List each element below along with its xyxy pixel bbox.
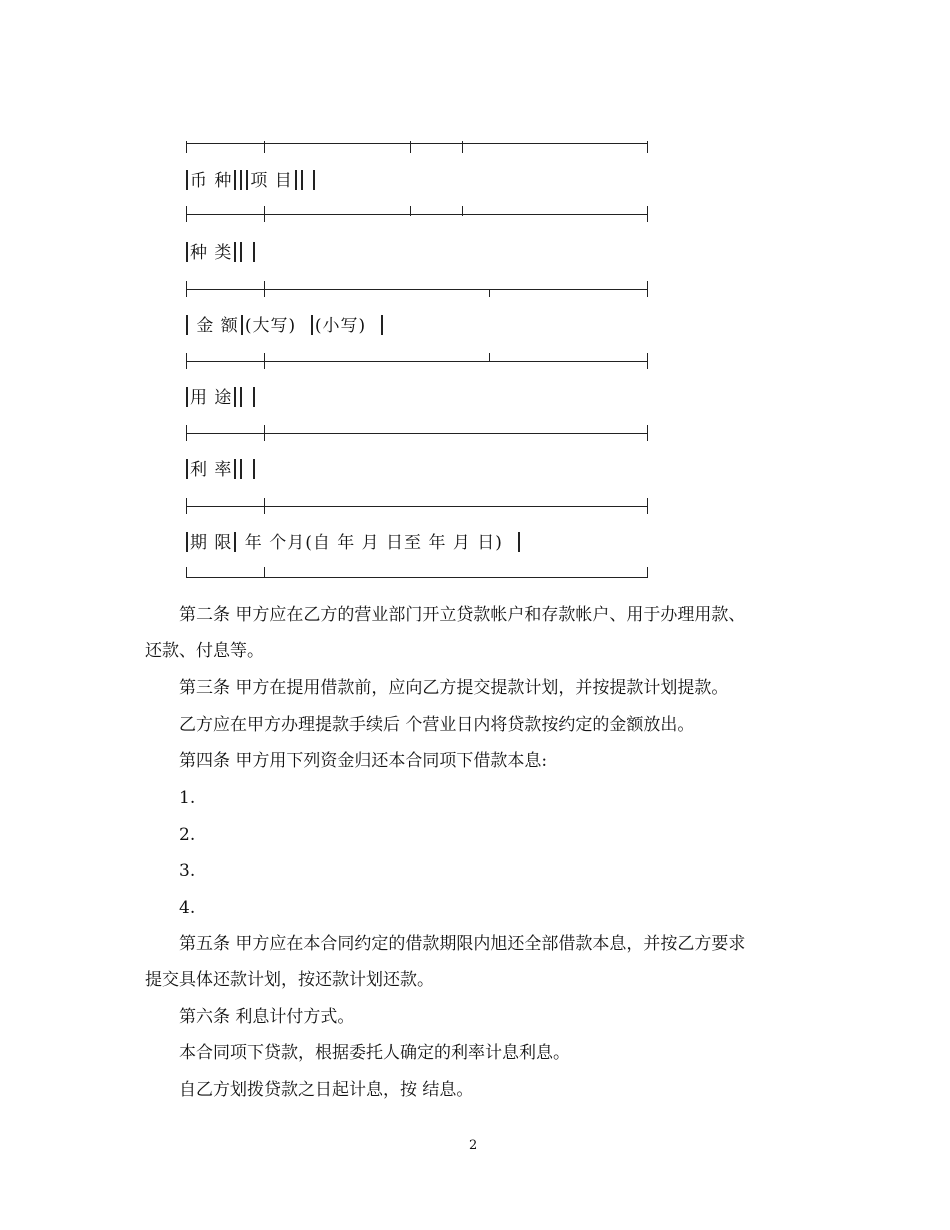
table-tick: [264, 567, 265, 578]
paragraph-article-4: 第四条 甲方用下列资金归还本合同项下借款本息:: [179, 751, 548, 771]
table-tick: [489, 289, 490, 297]
table-rule-2: [186, 289, 648, 290]
page-number: 2: [469, 1138, 478, 1153]
paragraph-article-6: 第六条 利息计付方式。: [179, 1007, 355, 1027]
table-row-amount: [184, 315, 385, 336]
table-tick: [186, 353, 187, 369]
table-tick: [264, 141, 265, 153]
table-row-term: [184, 532, 522, 553]
paragraph-article-2-cont: 还款、付息等。: [145, 641, 264, 661]
type-label: 种 类: [190, 243, 233, 263]
paragraph-article-5-cont: 提交具体还款计划，按还款计划还款。: [145, 970, 434, 990]
table-rule-4: [186, 433, 648, 434]
table-tick: [264, 206, 265, 222]
table-tick: [462, 206, 463, 216]
table-tick: [186, 425, 187, 441]
paragraph-article-6-b: 本合同项下贷款，根据委托人确定的利率计息利息。: [179, 1043, 570, 1063]
table-tick: [462, 141, 463, 153]
table-tick: [186, 498, 187, 514]
table-row-type: [184, 242, 257, 263]
table-row-purpose: [184, 387, 257, 408]
table-tick: [264, 353, 265, 369]
table-tick: [264, 281, 265, 297]
paragraph-article-3-b: 乙方应在甲方办理提款手续后 个营业日内将贷款按约定的金额放出。: [179, 715, 695, 735]
paragraph-article-5: 第五条 甲方应在本合同约定的借款期限内旭还全部借款本息，并按乙方要求: [179, 934, 746, 954]
table-tick: [186, 141, 187, 153]
table-tick: [647, 425, 648, 441]
table-tick: [186, 206, 187, 222]
table-tick: [647, 206, 648, 222]
table-tick: [410, 141, 411, 153]
list-item-2: 2.: [179, 825, 196, 845]
list-item-1: 1.: [179, 788, 196, 808]
table-rule-1: [186, 214, 648, 215]
paragraph-article-6-c: 自乙方划拨贷款之日起计息，按 结息。: [179, 1080, 474, 1100]
paragraph-article-2: 第二条 甲方应在乙方的营业部门开立贷款帐户和存款帐户、用于办理用款、: [179, 605, 746, 625]
table-tick: [264, 498, 265, 514]
table-row-rate: [184, 459, 257, 480]
table-row-currency: [184, 170, 317, 191]
list-item-4: 4.: [179, 898, 196, 918]
term-label: 期 限: [190, 533, 233, 553]
amount-figures-label: (小写): [314, 316, 367, 336]
table-tick: [264, 425, 265, 441]
table-tick: [647, 353, 648, 369]
term-value: 年 个月(自 年 月 日至 年 月 日): [238, 533, 503, 553]
table-rule-bottom: [186, 577, 648, 578]
item-label: 项 目: [250, 171, 293, 191]
table-tick: [647, 281, 648, 297]
table-tick: [489, 353, 490, 362]
table-tick: [647, 567, 648, 578]
table-tick: [410, 206, 411, 216]
purpose-label: 用 途: [190, 388, 233, 408]
table-rule-top: [186, 143, 648, 144]
list-item-3: 3.: [179, 861, 196, 881]
table-rule-3: [186, 361, 648, 362]
table-rule-5: [186, 506, 648, 507]
rate-label: 利 率: [190, 460, 233, 480]
paragraph-article-3: 第三条 甲方在提用借款前，应向乙方提交提款计划，并按提款计划提款。: [179, 678, 729, 698]
table-tick: [647, 141, 648, 153]
currency-label: 币 种: [190, 171, 233, 191]
table-tick: [186, 567, 187, 578]
table-tick: [186, 281, 187, 297]
table-tick: [647, 498, 648, 514]
amount-words-label: (大写): [244, 316, 297, 336]
amount-label: 金 额: [190, 316, 239, 336]
